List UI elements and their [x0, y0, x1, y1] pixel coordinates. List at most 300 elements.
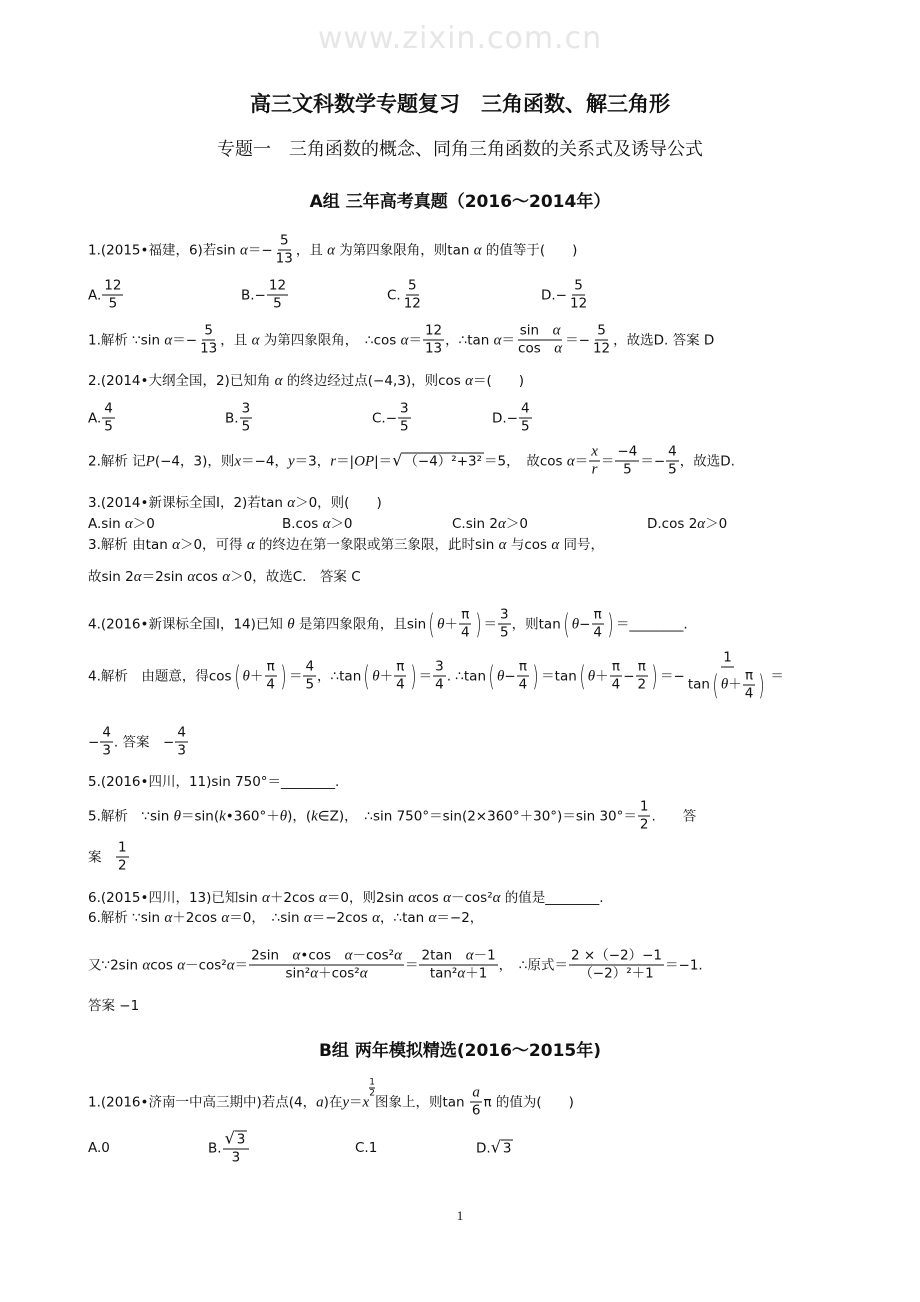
fraction-numerator: [743, 669, 755, 686]
text-run: ＝: [483, 616, 498, 632]
fraction: [568, 279, 589, 312]
text-run: −: [579, 616, 591, 632]
text-run: ＝−: [565, 332, 590, 348]
text-line: [88, 234, 577, 267]
fraction-denominator: [686, 668, 769, 702]
text-run: 5: [241, 418, 251, 435]
radicand: 3: [236, 1131, 246, 1148]
math-variable: α: [303, 910, 312, 926]
fraction-denominator: [577, 966, 655, 982]
fraction: [249, 949, 404, 982]
math-variable: α: [359, 965, 368, 982]
fraction-numerator: [610, 660, 622, 677]
answer-option: [241, 279, 289, 312]
text-run: (−4，3)，则: [154, 453, 235, 469]
text-run: ＝−: [247, 242, 273, 258]
fraction-denominator: [264, 677, 277, 693]
fraction-denominator: [303, 677, 316, 693]
text-run: 4: [102, 724, 111, 741]
text-run: ＞0，则( ): [295, 495, 382, 511]
fraction-denominator: [590, 462, 600, 478]
text-line: [88, 1077, 574, 1119]
text-run: ＝tan: [541, 668, 577, 684]
text-run: ＞0: [330, 516, 353, 532]
fraction-numerator: [433, 660, 446, 677]
text-run: ＋: [728, 676, 742, 693]
fraction-denominator: [402, 296, 423, 312]
math-variable: α: [177, 957, 186, 973]
text-run: （−2）²＋1: [579, 965, 654, 982]
fraction: [498, 608, 511, 641]
math-variable: α: [172, 537, 180, 553]
fraction-numerator: [394, 660, 406, 677]
text-run: 5: [305, 676, 315, 693]
fraction-numerator: [470, 1086, 482, 1103]
fraction: [636, 660, 649, 693]
text-run: −4: [617, 443, 638, 460]
text-run: 5: [400, 418, 409, 435]
fraction-numerator: [202, 324, 215, 341]
text-run: 2.解析 记: [88, 453, 146, 469]
text-run: ＝: [408, 332, 422, 348]
fraction-numerator: [498, 608, 511, 625]
text-run: 1: [118, 839, 127, 856]
text-run: 又∵2sin: [88, 957, 143, 973]
fraction: [423, 324, 444, 357]
fraction-denominator: [636, 677, 649, 693]
math-variable: α: [142, 957, 151, 973]
text-run: π: [518, 658, 527, 675]
math-variable: α: [566, 453, 575, 469]
text-run: π: [611, 658, 620, 675]
math-variable: α: [133, 569, 142, 585]
fraction-denominator: [638, 817, 651, 833]
text-run: 3: [241, 400, 251, 417]
text-run: B.−: [241, 287, 266, 303]
fraction: [433, 660, 446, 693]
text-run: 5: [273, 295, 282, 312]
text-run: ＝−4，: [241, 453, 288, 469]
text-run: 3.(2014•新课标全国Ⅰ，2)若tan: [88, 495, 288, 511]
text-run: ＝________.: [615, 616, 688, 632]
section-subtitle: [0, 139, 920, 161]
text-line: [88, 841, 130, 874]
text-run: 4: [521, 400, 530, 417]
text-run: －cos²: [352, 947, 395, 964]
text-line: [88, 949, 703, 982]
answer-option: [387, 279, 424, 312]
text-run: . ∴tan: [446, 668, 486, 684]
text-run: π: [461, 606, 470, 623]
math-variable: α: [164, 910, 173, 926]
fraction: [516, 324, 564, 357]
fraction-denominator: [271, 296, 284, 312]
text-run: 4: [104, 400, 113, 417]
answer-option: [208, 1128, 250, 1166]
math-variable: α: [697, 516, 706, 532]
text-run: ＝3，: [294, 453, 331, 469]
answer-option: [88, 402, 116, 435]
fraction-denominator: [283, 966, 369, 982]
fraction-denominator: [423, 341, 444, 357]
text-run: B.: [225, 410, 239, 426]
square-root: [490, 1137, 514, 1157]
text-run: 4: [668, 443, 677, 460]
math-variable: α: [322, 516, 331, 532]
text-run: D.cos 2: [647, 516, 698, 532]
math-variable: α: [222, 569, 231, 585]
fraction: [394, 660, 407, 693]
text-line: [88, 608, 688, 641]
fraction-numerator: [638, 800, 651, 817]
text-run: 3: [177, 742, 186, 759]
text-run: ，则tan: [511, 616, 561, 632]
text-run: ＝sin(: [180, 808, 220, 824]
math-variable: r: [330, 453, 337, 469]
fraction-numerator: [518, 324, 563, 341]
large-parenthesis: ): [758, 668, 765, 701]
large-parenthesis: ): [475, 607, 482, 640]
text-run: C.−: [372, 410, 398, 426]
text-run: . 答案 −: [113, 734, 175, 750]
answer-option: [88, 516, 155, 532]
text-line: [88, 774, 339, 790]
text-run: ＝−: [172, 332, 198, 348]
math-variable: θ: [287, 616, 295, 632]
fraction-denominator: [591, 625, 604, 641]
text-run: π: [745, 667, 754, 684]
text-run: 5: [597, 322, 606, 339]
math-variable: α: [344, 947, 353, 964]
fraction-denominator: [459, 625, 472, 641]
fraction: [198, 324, 219, 357]
text-run: 2: [118, 857, 127, 874]
text-run: ，且: [295, 242, 328, 258]
text-run: 12: [104, 277, 122, 294]
text-run: 5.(2016•四川，11)sin 750°＝________.: [88, 774, 340, 790]
fraction-denominator: [198, 341, 219, 357]
text-run: 5: [104, 418, 113, 435]
math-variable: y: [342, 1094, 350, 1110]
text-run: −: [504, 668, 516, 684]
large-parenthesis: (: [488, 659, 495, 692]
fraction-denominator: [107, 296, 120, 312]
fraction-denominator: [398, 419, 411, 435]
text-run: ＝: [574, 453, 589, 469]
text-run: −: [623, 668, 635, 684]
text-run: 2tan: [421, 947, 466, 964]
fraction-numerator: [569, 949, 664, 966]
fraction: [589, 445, 600, 478]
text-run: 4: [518, 676, 528, 693]
fraction: [274, 234, 295, 267]
text-run: 6: [471, 1102, 481, 1119]
text-run: A.sin: [88, 516, 125, 532]
radical-sign: √: [392, 450, 403, 470]
fraction: [615, 445, 639, 478]
text-line: [88, 537, 604, 553]
math-variable: α: [492, 890, 501, 906]
math-variable: a: [472, 1084, 480, 1101]
text-run: ＋2cos: [172, 910, 222, 926]
text-run: 高三文科数学专题复习 三角函数、解三角形: [250, 91, 670, 116]
text-run: ＝: [418, 668, 433, 684]
math-variable: α: [554, 340, 563, 357]
text-run: ＝−: [660, 668, 685, 684]
text-run: 5: [279, 232, 289, 249]
exponent-denominator: 2: [369, 1088, 375, 1099]
text-run: 为第四象限角，则tan: [335, 242, 474, 258]
radical-sign: √: [490, 1137, 501, 1157]
fraction: [638, 800, 651, 833]
text-run: cos: [518, 340, 555, 357]
answer-option: [541, 279, 590, 312]
math-variable: y: [287, 453, 295, 469]
fraction-numerator: [267, 279, 288, 296]
group-heading: [0, 191, 920, 213]
text-run: ＞0: [705, 516, 728, 532]
radicand: （−4）²+3²: [404, 453, 483, 470]
text-line: [88, 890, 604, 906]
text-run: π 的值为( ): [483, 1094, 574, 1110]
text-run: ＝−1.: [665, 957, 703, 973]
fraction-numerator: [278, 234, 291, 251]
math-variable: θ: [720, 676, 729, 693]
fraction-denominator: [433, 677, 446, 693]
text-run: ＋2cos: [269, 890, 320, 906]
text-run: . 答: [651, 808, 697, 824]
math-variable: α: [164, 332, 173, 348]
text-run: 3.解析 由tan: [88, 537, 173, 553]
answer-option: [88, 1140, 110, 1156]
answer-option: [282, 516, 353, 532]
text-run: ＞0，可得: [179, 537, 247, 553]
math-variable: α: [473, 242, 482, 258]
fraction: [402, 279, 423, 312]
text-line: [88, 445, 735, 478]
fraction: [517, 660, 530, 693]
text-run: 4: [611, 676, 621, 693]
text-run: ＋: [379, 668, 394, 684]
text-run: 案: [88, 849, 115, 865]
fraction: [267, 279, 288, 312]
fraction-numerator: [572, 279, 585, 296]
fraction-denominator: [394, 677, 407, 693]
text-line: [88, 373, 524, 389]
text-run: ＋: [249, 668, 264, 684]
math-variable: θ: [279, 808, 288, 824]
text-run: 的终边在第一象限或第三象限，此时sin: [254, 537, 499, 553]
text-run: 专题一 三角函数的概念、同角三角函数的关系式及诱导公式: [217, 139, 703, 160]
fraction-denominator: [100, 743, 113, 759]
text-line: [88, 324, 714, 357]
text-run: 1.解析 ∵sin: [88, 332, 165, 348]
text-run: D.−: [541, 287, 567, 303]
text-run: ＝5， 故cos: [484, 453, 567, 469]
fraction-numerator: [517, 660, 529, 677]
text-run: 1: [639, 798, 649, 815]
radical-sign: √: [224, 1128, 235, 1148]
text-run: cos: [416, 890, 444, 906]
text-run: ＝: [501, 332, 516, 348]
math-variable: α: [262, 890, 270, 906]
text-run: 4: [744, 685, 754, 702]
answer-option: [88, 279, 124, 312]
text-run: ＞0，故选C. 答案 C: [230, 569, 361, 585]
text-run: 5: [108, 295, 118, 312]
large-parenthesis: ): [280, 659, 287, 692]
math-variable: θ: [372, 668, 380, 684]
fraction: [223, 1128, 250, 1166]
text-run: 4: [593, 624, 602, 641]
fraction: [610, 660, 623, 693]
text-run: D.: [476, 1140, 491, 1156]
answer-option: [225, 402, 253, 435]
math-variable: x: [362, 1094, 370, 1110]
text-run: 3: [435, 658, 444, 675]
fraction-numerator: [615, 445, 639, 462]
math-variable: α: [551, 537, 560, 553]
text-run: 与cos: [506, 537, 552, 553]
text-run: |＝: [374, 453, 393, 469]
text-run: ＝|: [336, 453, 355, 469]
text-run: 5: [623, 461, 632, 478]
fraction-denominator: [621, 462, 634, 478]
text-line: [88, 726, 189, 759]
fraction-numerator: [636, 660, 648, 677]
answer-option: [476, 1137, 513, 1157]
text-run: cos: [195, 569, 223, 585]
text-run: 2 ×（−2）−1: [571, 947, 663, 964]
text-run: 12: [403, 295, 421, 312]
text-run: )在: [323, 1094, 343, 1110]
text-run: A组 三年高考真题（2016～2014年）: [309, 192, 611, 212]
fraction: [100, 726, 113, 759]
text-run: ，∴tan: [317, 668, 362, 684]
math-variable: k: [219, 808, 226, 824]
text-run: ， ∴原式＝: [498, 957, 569, 973]
square-root: [392, 450, 484, 470]
fraction: [519, 402, 532, 435]
text-run: 1.(2015•福建，6)若sin: [88, 242, 240, 258]
text-run: π: [266, 658, 275, 675]
text-run: 12: [592, 340, 611, 357]
text-run: ＝: [288, 668, 303, 684]
math-variable: α: [552, 322, 561, 339]
fraction: [470, 1086, 483, 1119]
math-variable: α: [457, 965, 466, 982]
math-variable: α: [251, 332, 260, 348]
fraction-denominator: [516, 341, 564, 357]
fraction-denominator: [568, 296, 589, 312]
math-variable: P: [145, 453, 155, 469]
fraction: [240, 402, 253, 435]
text-run: 12: [268, 277, 287, 294]
large-parenthesis: ): [651, 659, 658, 692]
fraction: [569, 949, 664, 982]
fraction-numerator: [175, 726, 188, 743]
text-run: ＝−2，: [436, 910, 484, 926]
text-run: A.0: [88, 1140, 110, 1156]
text-run: 5: [408, 277, 417, 294]
answer-option: [452, 516, 528, 532]
fraction: [102, 402, 115, 435]
text-run: 3: [231, 1149, 241, 1166]
document-title: [0, 91, 920, 117]
text-run: C.sin 2: [452, 516, 498, 532]
text-run: ∈Z)， ∴sin 750°＝sin(2×360°＋30°)＝sin 30°＝: [317, 808, 637, 824]
math-variable: α: [292, 947, 301, 964]
fraction-denominator: [519, 419, 532, 435]
text-run: ，∴tan: [380, 910, 429, 926]
exponent-numerator: 1: [369, 1077, 375, 1088]
text-run: －1: [473, 947, 496, 964]
text-run: sin: [519, 322, 553, 339]
fraction-denominator: [240, 419, 253, 435]
fraction: [398, 402, 411, 435]
fraction-denominator: [175, 743, 188, 759]
fraction-numerator: [666, 445, 679, 462]
text-run: ＋cos²: [318, 965, 360, 982]
text-run: 故sin 2: [88, 569, 134, 585]
fraction-denominator: [517, 677, 530, 693]
text-run: 同号，: [559, 537, 605, 553]
text-run: 13: [200, 340, 218, 357]
math-variable: α: [187, 569, 196, 585]
text-run: sin²: [285, 965, 311, 982]
fraction: [459, 608, 472, 641]
large-parenthesis: ): [607, 607, 614, 640]
text-run: 4: [266, 676, 276, 693]
fraction: [666, 445, 679, 478]
fraction: [591, 324, 612, 357]
large-parenthesis: ): [410, 659, 417, 692]
fraction: [116, 841, 129, 874]
text-run: 4: [435, 676, 444, 693]
text-run: 5: [668, 461, 677, 478]
fraction-numerator: [398, 402, 411, 419]
math-variable: α: [394, 947, 402, 964]
square-root: [224, 1128, 248, 1148]
fraction-denominator: [498, 625, 511, 641]
math-variable: α: [372, 910, 380, 926]
large-parenthesis: (: [363, 659, 370, 692]
text-run: 3: [500, 606, 509, 623]
text-run: 2: [639, 816, 649, 833]
watermark: www.zixin.com.cn: [317, 21, 603, 56]
text-run: 5: [521, 418, 530, 435]
math-variable: θ: [587, 668, 596, 684]
text-run: 12: [424, 322, 443, 339]
text-run: •360°＋: [225, 808, 280, 824]
text-run: ＝: [770, 668, 784, 684]
math-variable: α: [498, 537, 507, 553]
math-variable: r: [591, 461, 598, 478]
math-variable: θ: [571, 616, 580, 632]
math-variable: α: [408, 890, 417, 906]
text-run: 1: [723, 649, 732, 666]
text-run: 5: [204, 322, 213, 339]
text-run: 的值是________.: [500, 890, 604, 906]
text-run: B.: [208, 1140, 222, 1156]
radicand: 3: [502, 1140, 512, 1157]
math-variable: α: [465, 373, 473, 389]
fraction-numerator: [419, 949, 497, 966]
text-run: 的值等于( ): [481, 242, 578, 258]
text-line: [88, 910, 483, 926]
text-run: ＋: [444, 616, 459, 632]
text-run: ＝: [234, 957, 249, 973]
